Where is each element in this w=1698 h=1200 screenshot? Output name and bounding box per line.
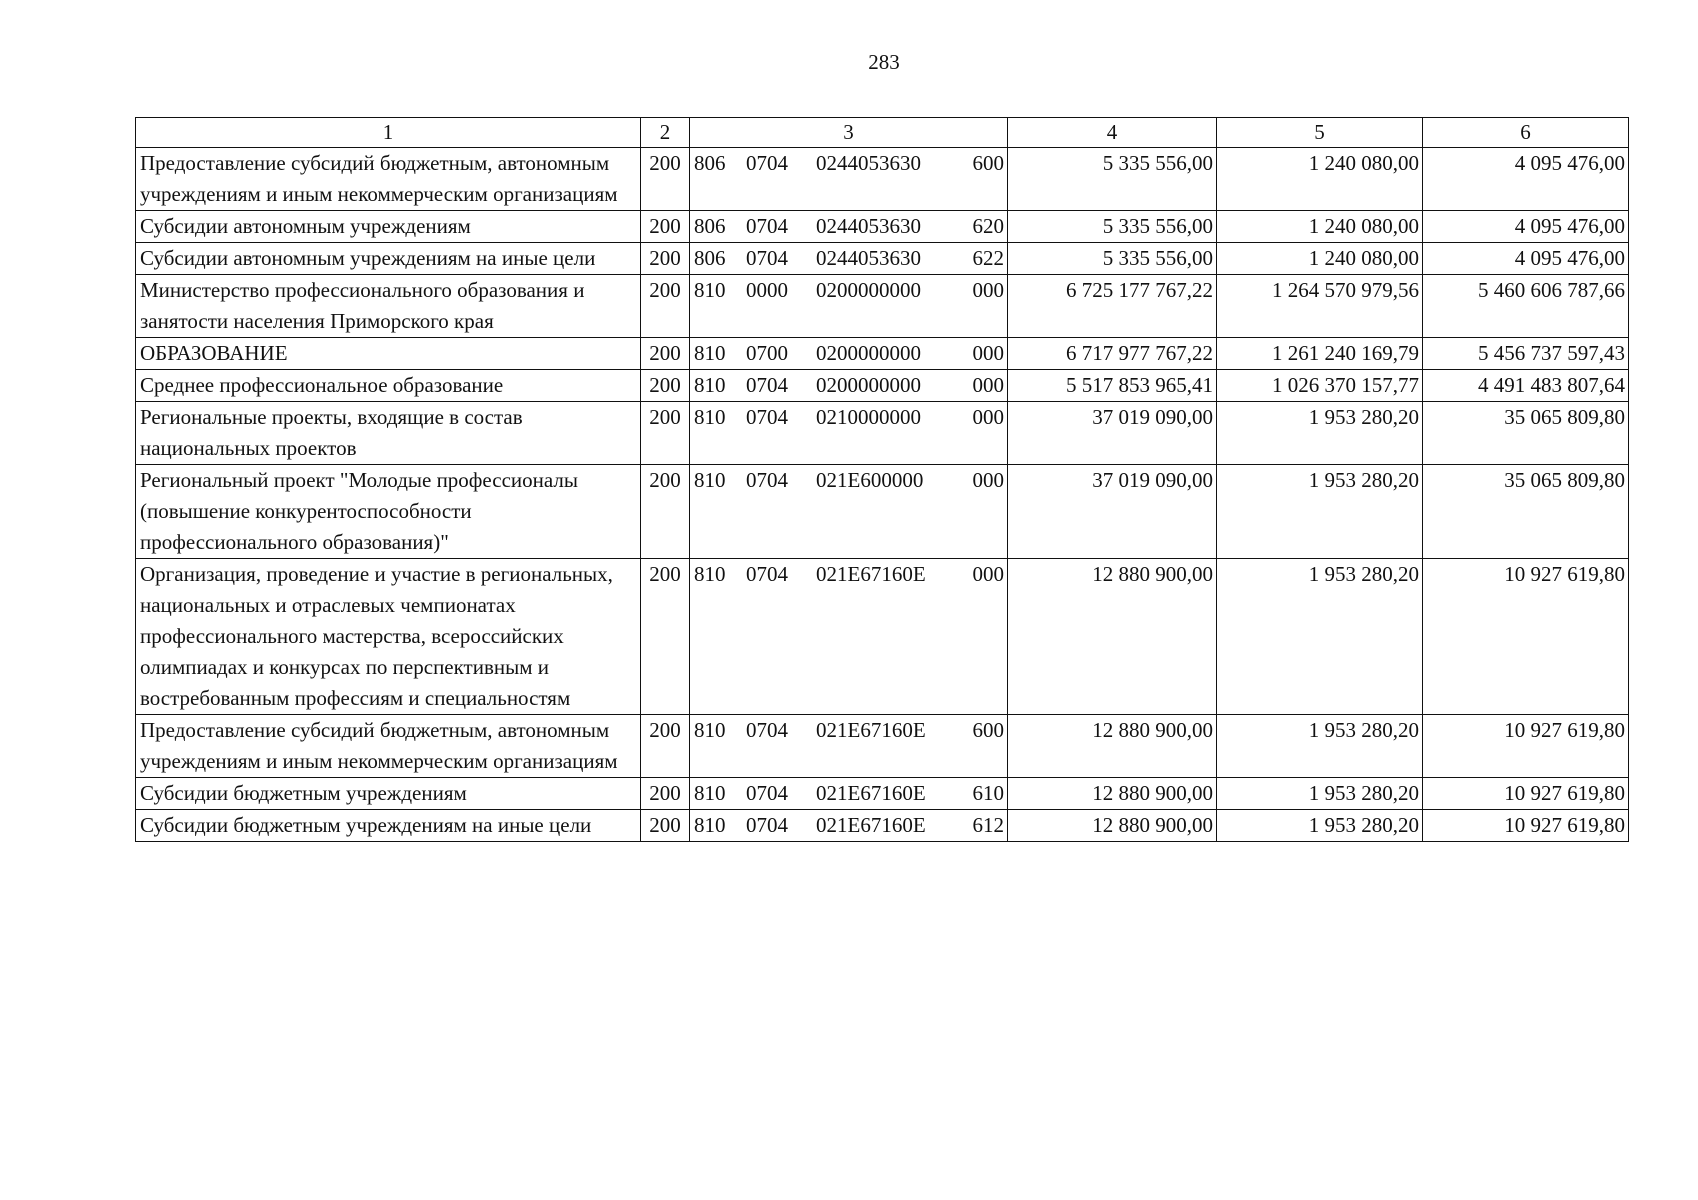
section-code: 0704 <box>746 718 788 742</box>
row-value-col4: 6 717 977 767,22 <box>1008 338 1217 370</box>
section-code: 0704 <box>746 246 788 270</box>
article-code: 0244053630 <box>816 151 921 175</box>
row-value-col6: 35 065 809,80 <box>1423 465 1629 559</box>
row-name-cell: Предоставление субсидий бюджетным, автономным учреждениям и иным некоммерческим организациям <box>136 715 641 778</box>
row-name-cell: ОБРАЗОВАНИЕ <box>136 338 641 370</box>
row-value-col4: 5 335 556,00 <box>1008 211 1217 243</box>
expense-type-code: 000 <box>972 341 1004 365</box>
ministry-code: 810 <box>694 373 726 397</box>
header-cell-5: 5 <box>1217 118 1423 148</box>
table-body <box>136 118 1629 842</box>
row-value-col4: 37 019 090,00 <box>1008 465 1217 559</box>
classification-codes <box>694 338 1004 369</box>
row-classification-cell <box>690 148 1008 211</box>
classification-codes <box>694 402 1004 433</box>
article-code: 0244053630 <box>816 246 921 270</box>
row-code-cell: 200 <box>641 715 690 778</box>
expense-type-code: 600 <box>972 718 1004 742</box>
section-code: 0704 <box>746 373 788 397</box>
table-row <box>136 402 1629 465</box>
ministry-code: 810 <box>694 468 726 492</box>
expense-type-code: 000 <box>972 278 1004 302</box>
row-name-cell: Среднее профессиональное образование <box>136 370 641 402</box>
row-value-col4: 6 725 177 767,22 <box>1008 275 1217 338</box>
section-code: 0704 <box>746 562 788 586</box>
table-row <box>136 243 1629 275</box>
row-classification-cell <box>690 778 1008 810</box>
row-code-cell: 200 <box>641 559 690 715</box>
table-row <box>136 715 1629 778</box>
row-code-cell: 200 <box>641 338 690 370</box>
row-value-col6: 10 927 619,80 <box>1423 778 1629 810</box>
header-cell-4: 4 <box>1008 118 1217 148</box>
classification-codes <box>694 465 1004 496</box>
expense-type-code: 610 <box>972 781 1004 805</box>
table-row <box>136 559 1629 715</box>
row-classification-cell <box>690 559 1008 715</box>
row-name-cell: Субсидии автономным учреждениям <box>136 211 641 243</box>
ministry-code: 806 <box>694 246 726 270</box>
row-value-col5: 1 240 080,00 <box>1217 211 1423 243</box>
section-code: 0704 <box>746 405 788 429</box>
table-row <box>136 810 1629 842</box>
row-classification-cell <box>690 211 1008 243</box>
row-classification-cell <box>690 402 1008 465</box>
row-value-col6: 5 460 606 787,66 <box>1423 275 1629 338</box>
budget-table <box>135 117 1629 842</box>
table-row <box>136 338 1629 370</box>
classification-codes <box>694 778 1004 809</box>
row-name-cell: Региональный проект "Молодые профессионалы (повышение конкурентоспособности профессионального образования)" <box>136 465 641 559</box>
header-cell-6: 6 <box>1423 118 1629 148</box>
row-value-col5: 1 264 570 979,56 <box>1217 275 1423 338</box>
row-code-cell: 200 <box>641 778 690 810</box>
row-value-col6: 4 095 476,00 <box>1423 243 1629 275</box>
row-value-col5: 1 953 280,20 <box>1217 715 1423 778</box>
article-code: 0244053630 <box>816 214 921 238</box>
table-row <box>136 778 1629 810</box>
row-value-col4: 12 880 900,00 <box>1008 715 1217 778</box>
row-code-cell: 200 <box>641 370 690 402</box>
row-value-col5: 1 240 080,00 <box>1217 148 1423 211</box>
row-code-cell: 200 <box>641 810 690 842</box>
header-cell-3: 3 <box>690 118 1008 148</box>
row-code-cell: 200 <box>641 148 690 211</box>
expense-type-code: 622 <box>972 246 1004 270</box>
article-code: 0200000000 <box>816 341 921 365</box>
row-classification-cell <box>690 243 1008 275</box>
classification-codes <box>694 148 1004 179</box>
row-value-col5: 1 953 280,20 <box>1217 465 1423 559</box>
row-value-col6: 10 927 619,80 <box>1423 715 1629 778</box>
article-code: 021E600000 <box>816 468 924 492</box>
row-classification-cell <box>690 715 1008 778</box>
row-name-cell: Организация, проведение и участие в региональных, национальных и отраслевых чемпионатах профессионального мастерства, всероссийских олимпиадах и конкурсах по перспективным и востребованным профессиям и специальностям <box>136 559 641 715</box>
row-value-col5: 1 953 280,20 <box>1217 778 1423 810</box>
section-code: 0704 <box>746 214 788 238</box>
expense-type-code: 612 <box>972 813 1004 837</box>
ministry-code: 810 <box>694 813 726 837</box>
row-name-cell: Предоставление субсидий бюджетным, автономным учреждениям и иным некоммерческим организациям <box>136 148 641 211</box>
row-code-cell: 200 <box>641 211 690 243</box>
ministry-code: 806 <box>694 214 726 238</box>
row-name-cell: Министерство профессионального образования и занятости населения Приморского края <box>136 275 641 338</box>
row-value-col4: 5 517 853 965,41 <box>1008 370 1217 402</box>
row-value-col6: 35 065 809,80 <box>1423 402 1629 465</box>
row-value-col4: 37 019 090,00 <box>1008 402 1217 465</box>
row-classification-cell <box>690 370 1008 402</box>
article-code: 0210000000 <box>816 405 921 429</box>
row-value-col6: 10 927 619,80 <box>1423 810 1629 842</box>
row-value-col4: 5 335 556,00 <box>1008 243 1217 275</box>
row-code-cell: 200 <box>641 275 690 338</box>
expense-type-code: 600 <box>972 151 1004 175</box>
row-name-cell: Субсидии бюджетным учреждениям <box>136 778 641 810</box>
row-name-cell: Субсидии бюджетным учреждениям на иные цели <box>136 810 641 842</box>
row-name-cell: Региональные проекты, входящие в состав национальных проектов <box>136 402 641 465</box>
row-value-col5: 1 953 280,20 <box>1217 810 1423 842</box>
section-code: 0704 <box>746 151 788 175</box>
section-code: 0704 <box>746 813 788 837</box>
article-code: 021E67160E <box>816 718 926 742</box>
ministry-code: 810 <box>694 781 726 805</box>
article-code: 021E67160E <box>816 562 926 586</box>
ministry-code: 810 <box>694 718 726 742</box>
row-code-cell: 200 <box>641 402 690 465</box>
article-code: 0200000000 <box>816 278 921 302</box>
table-row <box>136 211 1629 243</box>
ministry-code: 806 <box>694 151 726 175</box>
ministry-code: 810 <box>694 278 726 302</box>
row-value-col6: 4 491 483 807,64 <box>1423 370 1629 402</box>
row-value-col4: 5 335 556,00 <box>1008 148 1217 211</box>
section-code: 0000 <box>746 278 788 302</box>
header-cell-1: 1 <box>136 118 641 148</box>
row-value-col5: 1 026 370 157,77 <box>1217 370 1423 402</box>
ministry-code: 810 <box>694 405 726 429</box>
section-code: 0704 <box>746 468 788 492</box>
table-row <box>136 465 1629 559</box>
section-code: 0700 <box>746 341 788 365</box>
row-value-col6: 10 927 619,80 <box>1423 559 1629 715</box>
row-value-col4: 12 880 900,00 <box>1008 559 1217 715</box>
classification-codes <box>694 370 1004 401</box>
row-name-cell: Субсидии автономным учреждениям на иные цели <box>136 243 641 275</box>
classification-codes <box>694 810 1004 841</box>
table-row <box>136 148 1629 211</box>
classification-codes <box>694 559 1004 590</box>
row-code-cell: 200 <box>641 465 690 559</box>
row-classification-cell <box>690 465 1008 559</box>
row-code-cell: 200 <box>641 243 690 275</box>
row-classification-cell <box>690 275 1008 338</box>
ministry-code: 810 <box>694 341 726 365</box>
ministry-code: 810 <box>694 562 726 586</box>
page-number: 283 <box>868 50 900 74</box>
section-code: 0704 <box>746 781 788 805</box>
row-value-col6: 4 095 476,00 <box>1423 148 1629 211</box>
expense-type-code: 000 <box>972 562 1004 586</box>
row-value-col6: 4 095 476,00 <box>1423 211 1629 243</box>
article-code: 021E67160E <box>816 781 926 805</box>
row-value-col5: 1 261 240 169,79 <box>1217 338 1423 370</box>
expense-type-code: 000 <box>972 405 1004 429</box>
expense-type-code: 620 <box>972 214 1004 238</box>
classification-codes <box>694 211 1004 242</box>
table-row <box>136 370 1629 402</box>
row-classification-cell <box>690 338 1008 370</box>
classification-codes <box>694 243 1004 274</box>
classification-codes <box>694 715 1004 746</box>
article-code: 021E67160E <box>816 813 926 837</box>
row-value-col5: 1 953 280,20 <box>1217 559 1423 715</box>
row-classification-cell <box>690 810 1008 842</box>
row-value-col5: 1 240 080,00 <box>1217 243 1423 275</box>
row-value-col4: 12 880 900,00 <box>1008 778 1217 810</box>
row-value-col4: 12 880 900,00 <box>1008 810 1217 842</box>
classification-codes <box>694 275 1004 306</box>
table-row <box>136 275 1629 338</box>
table-header-row <box>136 118 1629 148</box>
expense-type-code: 000 <box>972 468 1004 492</box>
row-value-col6: 5 456 737 597,43 <box>1423 338 1629 370</box>
article-code: 0200000000 <box>816 373 921 397</box>
expense-type-code: 000 <box>972 373 1004 397</box>
header-cell-2: 2 <box>641 118 690 148</box>
row-value-col5: 1 953 280,20 <box>1217 402 1423 465</box>
